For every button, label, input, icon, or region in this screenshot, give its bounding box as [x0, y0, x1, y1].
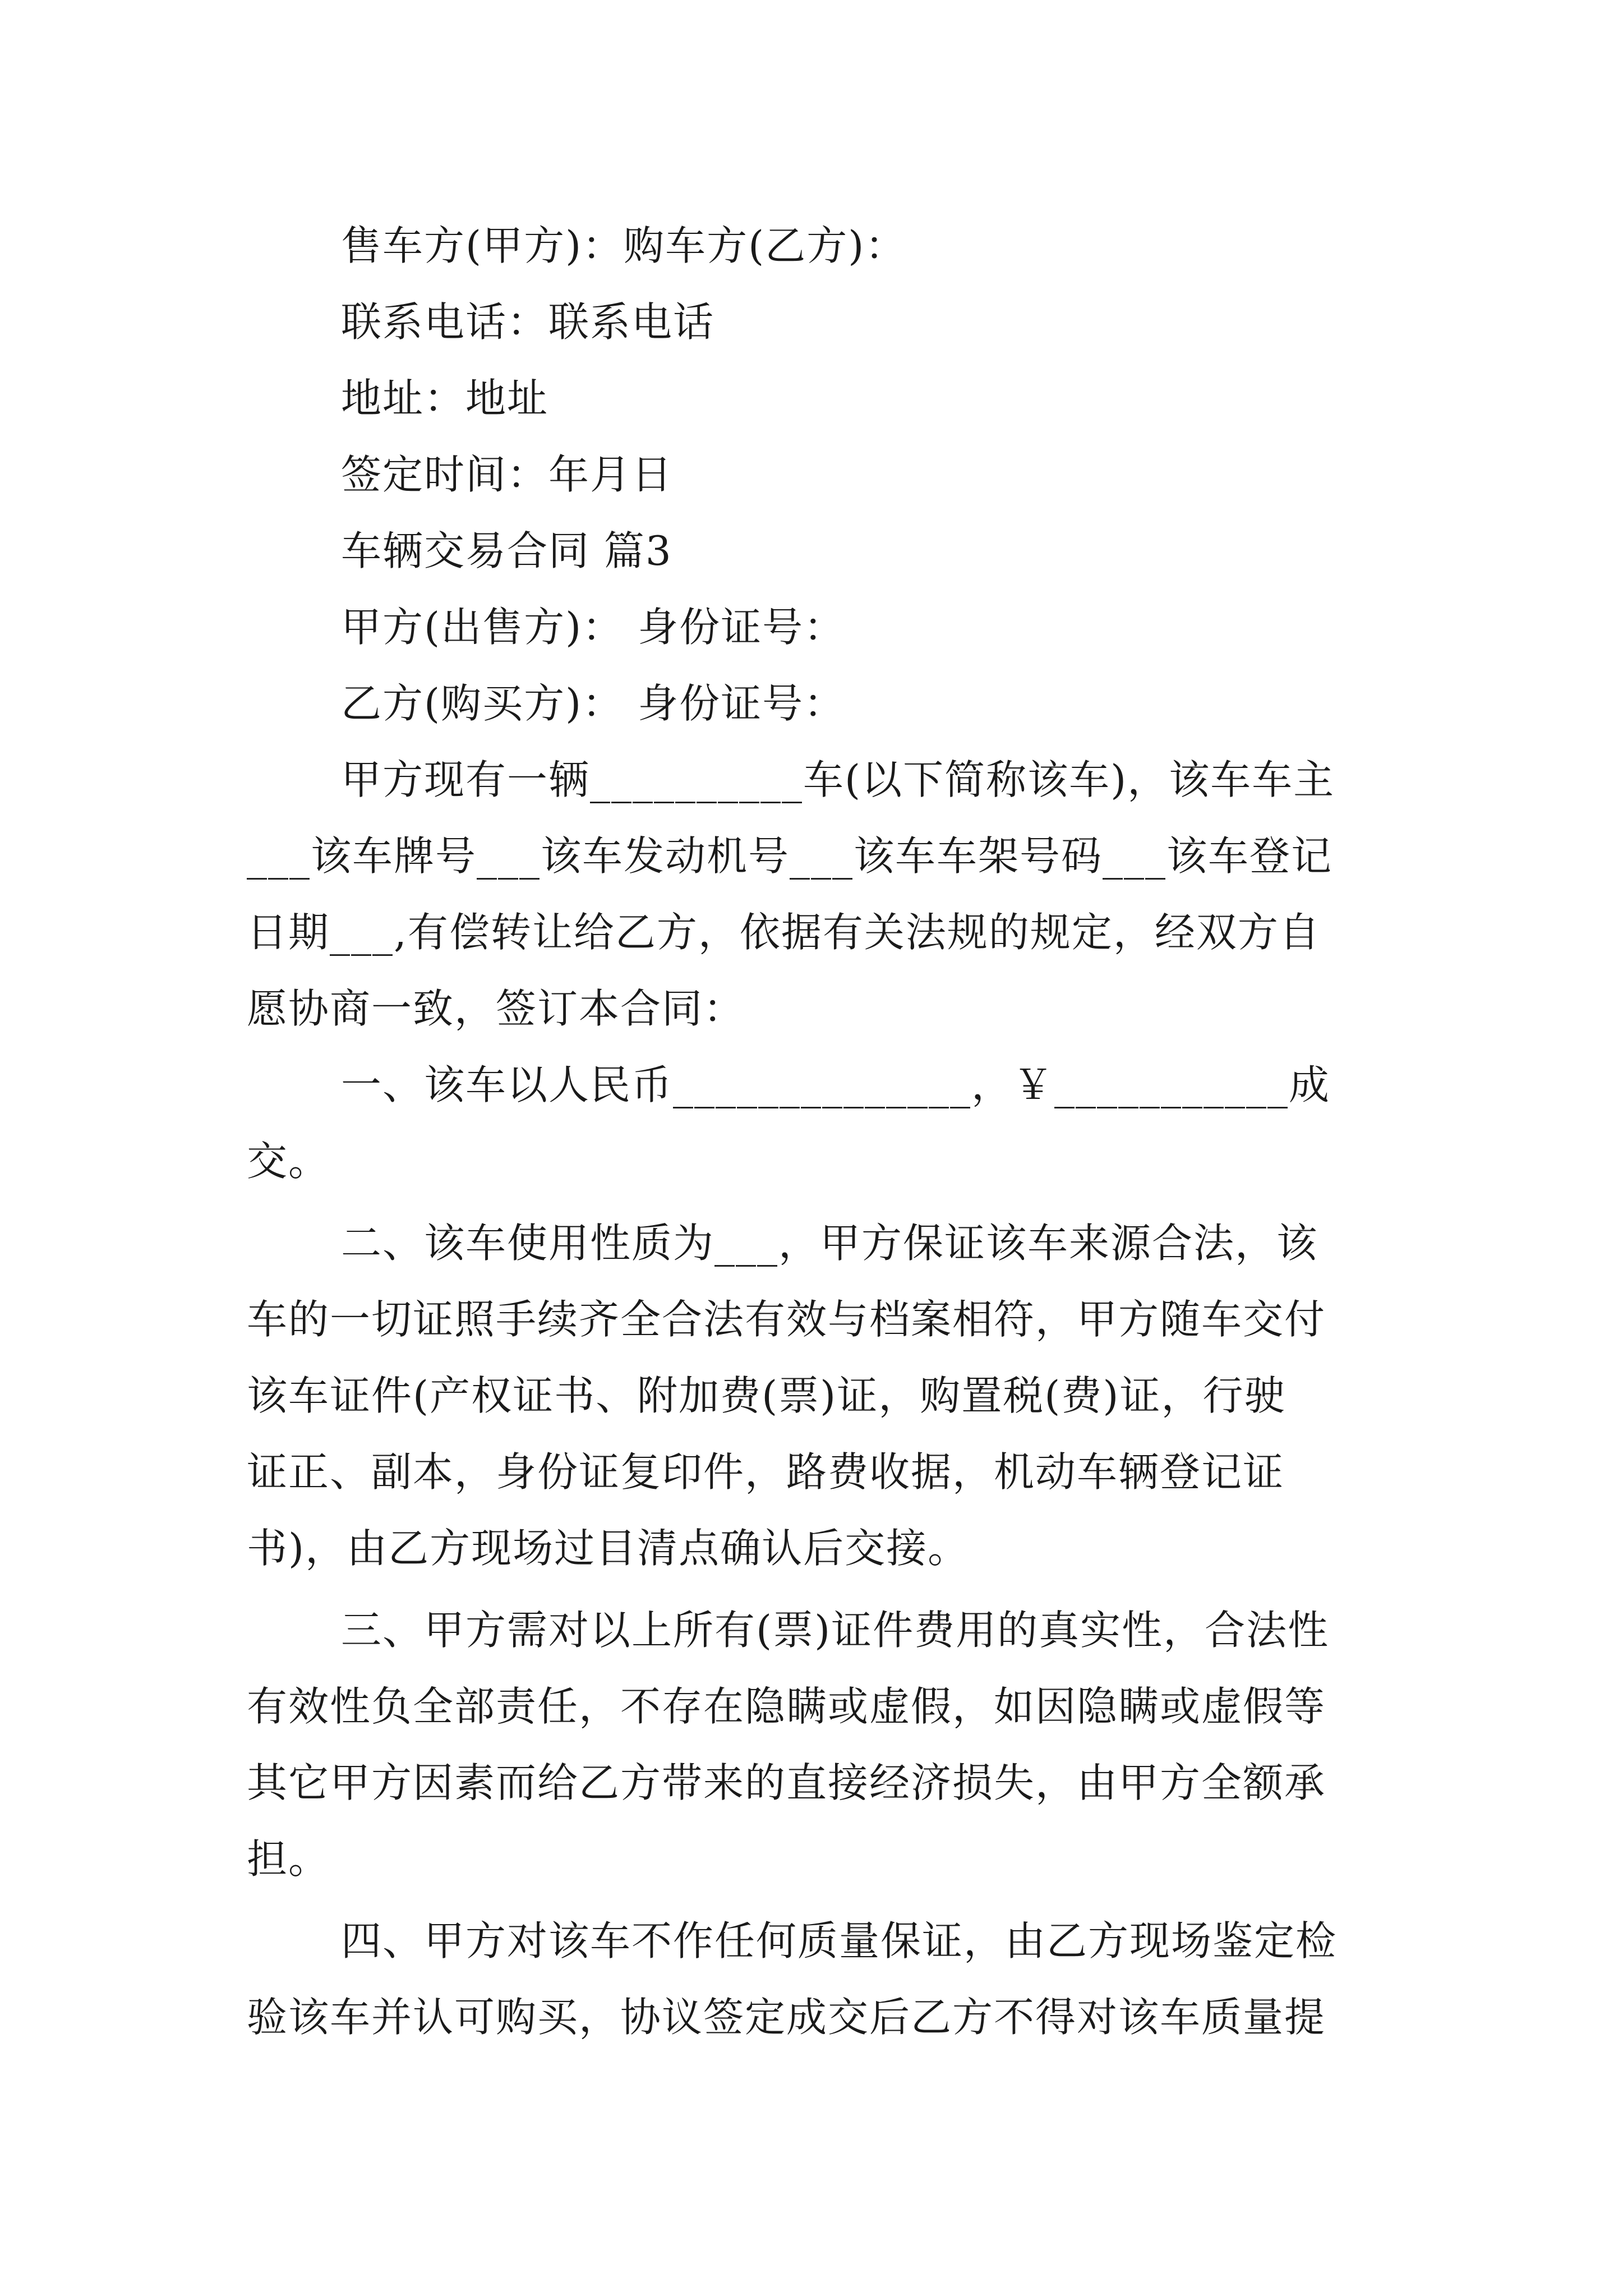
- section-title: 车辆交易合同 篇3: [341, 527, 672, 574]
- seller-buyer-line: 售车方(甲方)：购车方(乙方)：: [341, 222, 907, 269]
- clause-3-line-4: 担。: [247, 1835, 330, 1883]
- clause-1-line-2: 交。: [247, 1138, 330, 1185]
- clause-2-line-2: 车的一切证照手续齐全合法有效与档案相符，甲方随车交付: [247, 1296, 1326, 1343]
- clause-3-line-2: 有效性负全部责任，不存在隐瞒或虚假，如因隐瞒或虚假等: [247, 1683, 1326, 1730]
- sign-date-line: 签定时间：年月日: [341, 451, 674, 498]
- clause-2-line-4: 证正、副本，身份证复印件，路费收据，机动车辆登记证: [247, 1448, 1285, 1496]
- clause-3-line-1: 三、甲方需对以上所有(票)证件费用的真实性，合法性: [341, 1607, 1330, 1654]
- clause-3-line-3: 其它甲方因素而给乙方带来的直接经济损失，由甲方全额承: [247, 1759, 1326, 1806]
- phone-line: 联系电话：联系电话: [341, 298, 715, 346]
- address-line: 地址：地址: [341, 375, 549, 422]
- clause-1-line-1: 一、该车以人民币______________，￥___________成: [341, 1061, 1331, 1108]
- party-b-line: 乙方(购买方)： 身份证号：: [341, 680, 846, 727]
- vehicle-paragraph-line-2: ___该车牌号___该车发动机号___该车车架号码___该车登记: [247, 832, 1333, 880]
- vehicle-paragraph-line-4: 愿协商一致，签订本合同：: [247, 985, 745, 1032]
- party-a-line: 甲方(出售方)： 身份证号：: [341, 604, 846, 651]
- vehicle-paragraph-line-1: 甲方现有一辆__________车(以下简称该车)，该车车主: [341, 756, 1335, 803]
- clause-2-line-3: 该车证件(产权证书、附加费(票)证，购置税(费)证，行驶: [247, 1372, 1286, 1419]
- vehicle-paragraph-line-3: 日期___,有偿转让给乙方，依据有关法规的规定，经双方自: [247, 909, 1321, 956]
- clause-2-line-5: 书)，由乙方现场过目清点确认后交接。: [247, 1525, 970, 1572]
- clause-2-line-1: 二、该车使用性质为___，甲方保证该车来源合法，该: [341, 1220, 1318, 1267]
- clause-4-line-1: 四、甲方对该车不作任何质量保证，由乙方现场鉴定检: [341, 1917, 1338, 1964]
- clause-4-line-2: 验该车并认可购买，协议签定成交后乙方不得对该车质量提: [247, 1994, 1326, 2041]
